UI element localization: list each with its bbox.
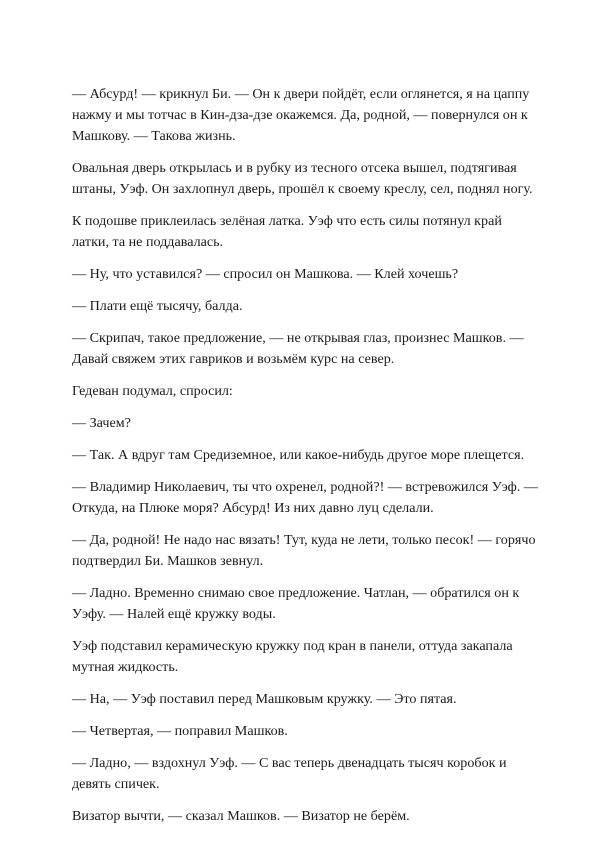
document-page bbox=[72, 84, 542, 838]
text-line: Машкову. — Такова жизнь. bbox=[72, 128, 236, 144]
text-line: — Четвертая, — поправил Машков. bbox=[72, 723, 288, 739]
text-line: Уэфу. — Налей ещё кружку воды. bbox=[72, 606, 276, 622]
text-line: Визатор вычти, — сказал Машков. — Визатор не берём. bbox=[72, 808, 410, 824]
text-line: Давай свяжем этих гавриков и возьмём курс на север. bbox=[72, 351, 395, 367]
paragraph bbox=[72, 328, 542, 370]
text-line: — Скрипач, такое предложение, — не открывая глаз, произнес Машков. — bbox=[72, 330, 524, 346]
paragraph bbox=[72, 158, 542, 200]
text-line: Откуда, на Плюке моря? Абсурд! Из них давно луц сделали. bbox=[72, 500, 434, 516]
paragraph bbox=[72, 636, 542, 678]
paragraph bbox=[72, 84, 542, 147]
paragraph bbox=[72, 753, 542, 795]
text-line: — На, — Уэф поставил перед Машковым кружку. — Это пятая. bbox=[72, 691, 457, 707]
text-line: Уэф подставил керамическую кружку под кран в панели, оттуда закапала bbox=[72, 638, 513, 654]
text-line: латки, та не поддавалась. bbox=[72, 234, 224, 250]
text-line: нажму и мы тотчас в Кин-дза-дзе окажемся. Да, родной, — повернулся он к bbox=[72, 107, 528, 123]
text-line: Овальная дверь открылась и в рубку из тесного отсека вышел, подтягивая bbox=[72, 160, 517, 176]
text-line: — Владимир Николаевич, ты что охренел, родной?! — встревожился Уэф. — bbox=[72, 479, 538, 495]
text-line: подтвердил Би. Машков зевнул. bbox=[72, 553, 264, 569]
text-line: — Так. А вдруг там Средиземное, или какое-нибудь другое море плещется. bbox=[72, 447, 525, 463]
paragraph bbox=[72, 211, 542, 253]
text-line: — Плати ещё тысячу, балда. bbox=[72, 298, 243, 314]
paragraph bbox=[72, 381, 542, 402]
paragraph bbox=[72, 296, 542, 317]
text-line: — Ладно, — вздохнул Уэф. — С вас теперь двенадцать тысяч коробок и bbox=[72, 755, 507, 771]
text-line: Гедеван подумал, спросил: bbox=[72, 383, 233, 399]
text-line: — Ну, что уставился? — спросил он Машкова. — Клей хочешь? bbox=[72, 266, 459, 282]
paragraph bbox=[72, 264, 542, 285]
paragraph bbox=[72, 806, 542, 827]
paragraph bbox=[72, 721, 542, 742]
text-line: — Ладно. Временно снимаю свое предложение. Чатлан, — обратился он к bbox=[72, 585, 520, 601]
paragraph bbox=[72, 445, 542, 466]
paragraph bbox=[72, 689, 542, 710]
text-line: мутная жидкость. bbox=[72, 659, 179, 675]
text-line: девять спичек. bbox=[72, 776, 160, 792]
text-line: штаны, Уэф. Он захлопнул дверь, прошёл к своему креслу, сел, поднял ногу. bbox=[72, 181, 533, 197]
text-line: К подошве приклеилась зелёная латка. Уэф что есть силы потянул край bbox=[72, 213, 502, 229]
paragraph bbox=[72, 530, 542, 572]
text-line: — Зачем? bbox=[72, 415, 131, 431]
text-line: — Абсурд! — крикнул Би. — Он к двери пойдёт, если оглянется, я на цаппу bbox=[72, 86, 530, 102]
paragraph bbox=[72, 413, 542, 434]
paragraph bbox=[72, 583, 542, 625]
text-line: — Да, родной! Не надо нас вязать! Тут, куда не лети, только песок! — горячо bbox=[72, 532, 536, 548]
paragraph bbox=[72, 477, 542, 519]
